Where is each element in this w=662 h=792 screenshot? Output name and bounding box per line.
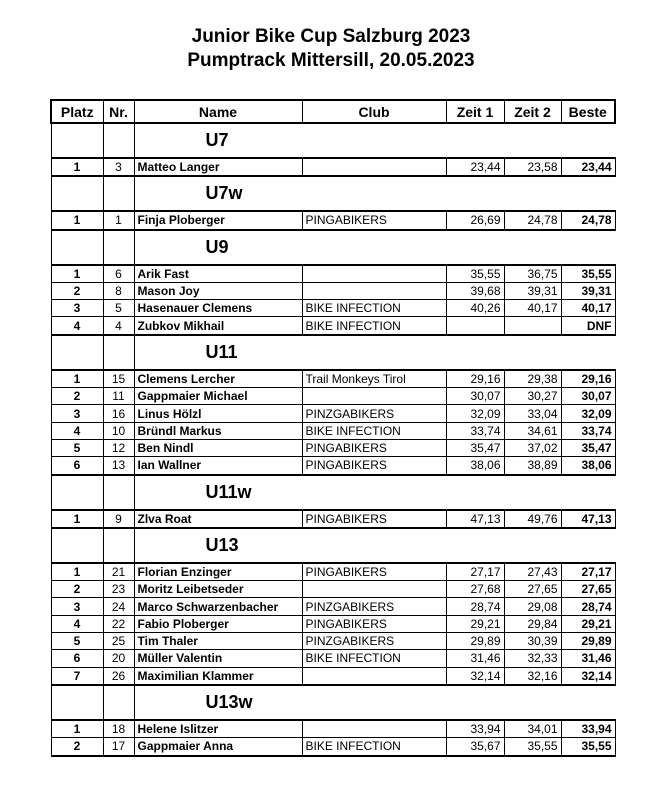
cell-beste: 23,44 <box>561 158 615 176</box>
cell-zeit1: 27,68 <box>446 581 504 598</box>
category-header-row <box>51 475 615 510</box>
cell-beste: DNF <box>561 317 615 335</box>
cell-platz: 1 <box>51 265 103 283</box>
category-spacer <box>51 528 103 563</box>
table-row <box>51 211 615 229</box>
cell-club: BIKE INFECTION <box>302 650 446 667</box>
cell-nr: 24 <box>103 598 134 615</box>
category-spacer <box>103 123 134 158</box>
category-spacer <box>51 685 103 720</box>
cell-beste: 35,47 <box>561 439 615 456</box>
cell-zeit2: 30,27 <box>504 388 561 405</box>
cell-beste: 29,89 <box>561 633 615 650</box>
col-header-zeit2: Zeit 2 <box>504 100 561 123</box>
cell-zeit1: 35,47 <box>446 439 504 456</box>
cell-name: Ben Nindl <box>134 439 302 456</box>
cell-zeit1: 47,13 <box>446 510 504 528</box>
cell-zeit1: 29,16 <box>446 370 504 388</box>
cell-zeit2: 29,38 <box>504 370 561 388</box>
cell-club: PINGABIKERS <box>302 211 446 229</box>
cell-zeit1 <box>446 317 504 335</box>
table-header-row <box>51 100 615 123</box>
cell-club: PINGABIKERS <box>302 439 446 456</box>
cell-club: BIKE INFECTION <box>302 300 446 317</box>
cell-name: Bründl Markus <box>134 422 302 439</box>
cell-nr: 12 <box>103 439 134 456</box>
cell-club <box>302 667 446 685</box>
table-row <box>51 598 615 615</box>
cell-zeit1: 29,89 <box>446 633 504 650</box>
cell-beste: 35,55 <box>561 265 615 283</box>
cell-beste: 24,78 <box>561 211 615 229</box>
category-label: U13 <box>205 534 239 555</box>
table-row <box>51 667 615 685</box>
cell-club: PINGABIKERS <box>302 510 446 528</box>
cell-name: Florian Enzinger <box>134 563 302 581</box>
cell-zeit2: 40,17 <box>504 300 561 317</box>
col-header-beste: Beste <box>561 100 615 123</box>
cell-zeit2: 32,33 <box>504 650 561 667</box>
cell-name: Matteo Langer <box>134 158 302 176</box>
table-row <box>51 439 615 456</box>
cell-platz: 3 <box>51 405 103 422</box>
results-table <box>50 99 616 757</box>
table-row <box>51 422 615 439</box>
cell-nr: 26 <box>103 667 134 685</box>
cell-name: Marco Schwarzenbacher <box>134 598 302 615</box>
category-header-row <box>51 685 615 720</box>
cell-beste: 29,21 <box>561 615 615 632</box>
cell-zeit1: 27,17 <box>446 563 504 581</box>
cell-beste: 30,07 <box>561 388 615 405</box>
cell-name: Linus Hölzl <box>134 405 302 422</box>
cell-nr: 1 <box>103 211 134 229</box>
table-row <box>51 405 615 422</box>
category-spacer <box>103 176 134 211</box>
cell-nr: 22 <box>103 615 134 632</box>
cell-zeit2: 27,43 <box>504 563 561 581</box>
cell-zeit2: 23,58 <box>504 158 561 176</box>
cell-zeit1: 30,07 <box>446 388 504 405</box>
cell-platz: 5 <box>51 633 103 650</box>
category-label: U9 <box>205 236 229 257</box>
cell-beste: 32,09 <box>561 405 615 422</box>
cell-beste: 27,17 <box>561 563 615 581</box>
cell-name: Ian Wallner <box>134 457 302 475</box>
category-spacer <box>103 528 134 563</box>
category-spacer <box>51 475 103 510</box>
cell-zeit2: 36,75 <box>504 265 561 283</box>
cell-club: PINZGABIKERS <box>302 405 446 422</box>
cell-platz: 5 <box>51 439 103 456</box>
cell-zeit2: 27,65 <box>504 581 561 598</box>
cell-nr: 25 <box>103 633 134 650</box>
category-header-row <box>51 335 615 370</box>
cell-nr: 13 <box>103 457 134 475</box>
cell-beste: 27,65 <box>561 581 615 598</box>
category-spacer <box>51 335 103 370</box>
cell-club <box>302 581 446 598</box>
cell-club <box>302 720 446 738</box>
cell-platz: 3 <box>51 300 103 317</box>
category-label: U7 <box>205 130 229 150</box>
cell-name: Helene Islitzer <box>134 720 302 738</box>
cell-beste: 35,55 <box>561 738 615 756</box>
table-row <box>51 615 615 632</box>
cell-beste: 33,74 <box>561 422 615 439</box>
cell-zeit1: 32,14 <box>446 667 504 685</box>
cell-club: PINZGABIKERS <box>302 598 446 615</box>
table-row <box>51 388 615 405</box>
cell-platz: 6 <box>51 650 103 667</box>
cell-nr: 10 <box>103 422 134 439</box>
cell-nr: 18 <box>103 720 134 738</box>
cell-name: Tim Thaler <box>134 633 302 650</box>
cell-zeit1: 40,26 <box>446 300 504 317</box>
cell-platz: 7 <box>51 667 103 685</box>
cell-name: Arik Fast <box>134 265 302 283</box>
cell-platz: 3 <box>51 598 103 615</box>
cell-name: Mason Joy <box>134 282 302 299</box>
cell-zeit1: 26,69 <box>446 211 504 229</box>
cell-name: Moritz Leibetseder <box>134 581 302 598</box>
table-row <box>51 738 615 756</box>
cell-beste: 32,14 <box>561 667 615 685</box>
cell-zeit1: 33,94 <box>446 720 504 738</box>
cell-platz: 2 <box>51 581 103 598</box>
cell-platz: 1 <box>51 211 103 229</box>
cell-name: Gappmaier Anna <box>134 738 302 756</box>
cell-zeit2: 37,02 <box>504 439 561 456</box>
category-label: U11w <box>205 481 252 502</box>
cell-zeit1: 35,55 <box>446 265 504 283</box>
cell-beste: 28,74 <box>561 598 615 615</box>
cell-name: Gappmaier Michael <box>134 388 302 405</box>
cell-club: Trail Monkeys Tirol <box>302 370 446 388</box>
cell-platz: 2 <box>51 738 103 756</box>
table-row <box>51 370 615 388</box>
category-spacer <box>103 475 134 510</box>
cell-name: Fabio Ploberger <box>134 615 302 632</box>
cell-platz: 6 <box>51 457 103 475</box>
cell-club: PINGABIKERS <box>302 615 446 632</box>
cell-zeit2: 32,16 <box>504 667 561 685</box>
cell-nr: 8 <box>103 282 134 299</box>
table-row <box>51 720 615 738</box>
cell-platz: 2 <box>51 282 103 299</box>
category-header-row <box>51 176 615 211</box>
cell-nr: 21 <box>103 563 134 581</box>
cell-zeit2: 29,84 <box>504 615 561 632</box>
cell-platz: 1 <box>51 563 103 581</box>
cell-zeit2 <box>504 317 561 335</box>
cell-nr: 5 <box>103 300 134 317</box>
table-row <box>51 633 615 650</box>
table-row <box>51 510 615 528</box>
cell-beste: 31,46 <box>561 650 615 667</box>
cell-nr: 15 <box>103 370 134 388</box>
col-header-nr: Nr. <box>103 100 134 123</box>
cell-club: PINGABIKERS <box>302 457 446 475</box>
cell-zeit2: 35,55 <box>504 738 561 756</box>
cell-name: Zubkov Mikhail <box>134 317 302 335</box>
cell-club: BIKE INFECTION <box>302 738 446 756</box>
cell-nr: 11 <box>103 388 134 405</box>
cell-beste: 47,13 <box>561 510 615 528</box>
cell-name: Hasenauer Clemens <box>134 300 302 317</box>
col-header-club: Club <box>302 100 446 123</box>
cell-platz: 4 <box>51 317 103 335</box>
cell-name: Clemens Lercher <box>134 370 302 388</box>
cell-nr: 9 <box>103 510 134 528</box>
cell-name: Finja Ploberger <box>134 211 302 229</box>
cell-beste: 29,16 <box>561 370 615 388</box>
cell-beste: 40,17 <box>561 300 615 317</box>
cell-zeit1: 39,68 <box>446 282 504 299</box>
cell-name: Müller Valentin <box>134 650 302 667</box>
cell-club: PINGABIKERS <box>302 563 446 581</box>
cell-zeit1: 23,44 <box>446 158 504 176</box>
table-row <box>51 650 615 667</box>
page-subtitle: Pumptrack Mittersill, 20.05.2023 <box>187 50 475 71</box>
cell-nr: 4 <box>103 317 134 335</box>
cell-zeit2: 24,78 <box>504 211 561 229</box>
cell-name: Zlva Roat <box>134 510 302 528</box>
cell-nr: 6 <box>103 265 134 283</box>
cell-club: BIKE INFECTION <box>302 422 446 439</box>
col-header-platz: Platz <box>51 100 103 123</box>
cell-club <box>302 388 446 405</box>
cell-club <box>302 158 446 176</box>
cell-beste: 38,06 <box>561 457 615 475</box>
category-spacer <box>103 230 134 265</box>
cell-zeit1: 35,67 <box>446 738 504 756</box>
cell-zeit2: 33,04 <box>504 405 561 422</box>
category-spacer <box>103 335 134 370</box>
cell-platz: 4 <box>51 422 103 439</box>
cell-zeit2: 39,31 <box>504 282 561 299</box>
cell-nr: 20 <box>103 650 134 667</box>
cell-nr: 23 <box>103 581 134 598</box>
col-header-zeit1: Zeit 1 <box>446 100 504 123</box>
col-header-name: Name <box>134 100 302 123</box>
cell-beste: 33,94 <box>561 720 615 738</box>
cell-nr: 3 <box>103 158 134 176</box>
table-row <box>51 563 615 581</box>
category-spacer <box>51 176 103 211</box>
cell-club: PINZGABIKERS <box>302 633 446 650</box>
category-label: U11 <box>205 341 238 362</box>
cell-zeit2: 49,76 <box>504 510 561 528</box>
cell-zeit2: 38,89 <box>504 457 561 475</box>
cell-beste: 39,31 <box>561 282 615 299</box>
cell-club: BIKE INFECTION <box>302 317 446 335</box>
category-spacer <box>51 123 103 158</box>
table-row <box>51 300 615 317</box>
cell-platz: 2 <box>51 388 103 405</box>
category-header-row <box>51 528 615 563</box>
cell-zeit2: 29,08 <box>504 598 561 615</box>
cell-zeit1: 29,21 <box>446 615 504 632</box>
cell-zeit1: 31,46 <box>446 650 504 667</box>
cell-platz: 4 <box>51 615 103 632</box>
table-row <box>51 457 615 475</box>
cell-club <box>302 265 446 283</box>
category-spacer <box>103 685 134 720</box>
cell-name: Maximilian Klammer <box>134 667 302 685</box>
category-spacer <box>51 230 103 265</box>
cell-zeit2: 34,61 <box>504 422 561 439</box>
cell-zeit1: 33,74 <box>446 422 504 439</box>
cell-zeit1: 28,74 <box>446 598 504 615</box>
cell-zeit2: 30,39 <box>504 633 561 650</box>
cell-platz: 1 <box>51 370 103 388</box>
page-title: Junior Bike Cup Salzburg 2023 <box>191 26 471 47</box>
cell-zeit1: 38,06 <box>446 457 504 475</box>
category-label: U13w <box>205 691 253 712</box>
cell-platz: 1 <box>51 510 103 528</box>
category-header-row <box>51 123 615 158</box>
cell-platz: 1 <box>51 720 103 738</box>
category-header-row <box>51 230 615 265</box>
cell-zeit1: 32,09 <box>446 405 504 422</box>
cell-nr: 16 <box>103 405 134 422</box>
table-row <box>51 282 615 299</box>
category-label: U7w <box>205 183 243 204</box>
table-row <box>51 317 615 335</box>
cell-zeit2: 34,01 <box>504 720 561 738</box>
table-row <box>51 265 615 283</box>
table-row <box>51 158 615 176</box>
cell-platz: 1 <box>51 158 103 176</box>
cell-nr: 17 <box>103 738 134 756</box>
table-row <box>51 581 615 598</box>
cell-club <box>302 282 446 299</box>
